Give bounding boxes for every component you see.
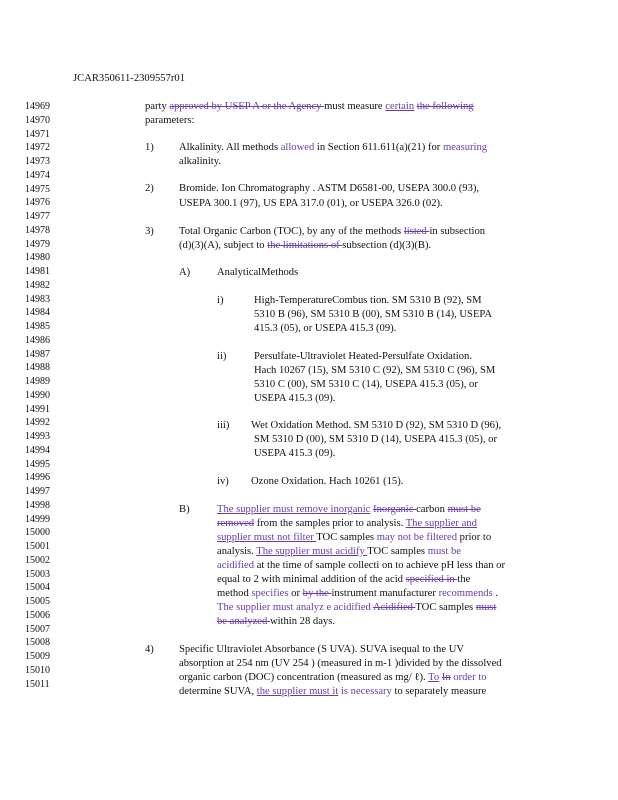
text-line <box>217 603 496 614</box>
revised-text: acidified <box>217 560 255 571</box>
text-line <box>179 659 502 670</box>
text-line <box>179 157 221 168</box>
deleted-text: must <box>475 602 497 613</box>
text-run: (d)(3)(A), subject to <box>179 240 268 251</box>
text-line <box>251 477 403 488</box>
text-line <box>145 102 474 113</box>
text-line <box>254 380 478 391</box>
line-number: 14970 <box>25 114 50 126</box>
line-number: 14997 <box>25 486 50 497</box>
revised-text: allowed <box>280 142 315 153</box>
text-run: absorption at 254 nm (UV 254 ) (measured in m-1 )divided by the dissolved <box>179 658 502 669</box>
item-label: A) <box>179 267 191 278</box>
text-line <box>217 505 481 516</box>
text-run: TOC samples <box>367 546 428 557</box>
text-run: must measure <box>324 101 386 112</box>
text-run: Hach 10267 (15), SM 5310 C (92), SM 5310 C (96), SM <box>254 365 496 376</box>
text-line <box>179 199 443 210</box>
text-run: subsection (d)(3)(B). <box>342 240 432 251</box>
text-run: Specific Ultraviolet Absorbance (S UVA). SUVA isequal to the UV <box>179 644 465 655</box>
text-line <box>254 296 482 307</box>
line-number: 14971 <box>25 128 50 140</box>
line-number: 14994 <box>25 444 50 456</box>
text-run: to separately measure <box>391 686 487 697</box>
deleted-text: Inorganic <box>373 504 417 515</box>
line-number: 14989 <box>25 376 50 387</box>
line-number: 15003 <box>25 568 50 580</box>
item-label: 1) <box>145 142 154 153</box>
line-number: 14999 <box>25 513 50 525</box>
item-label: 3) <box>145 226 154 237</box>
item-label: i) <box>217 295 224 306</box>
line-number: 15008 <box>25 637 50 649</box>
text-line <box>217 575 470 586</box>
text-run: equal to 2 with minimal addition of the acid <box>217 574 406 585</box>
line-number: 14984 <box>25 307 50 319</box>
line-number: 15002 <box>25 554 50 566</box>
inserted-text: supplier must not filter <box>217 532 317 543</box>
text-run: instrument manufacturer <box>331 588 439 599</box>
revised-text: may not be filtered <box>376 532 458 543</box>
text-line <box>179 184 479 195</box>
text-run: TOC samples <box>415 602 476 613</box>
text-line <box>217 268 298 279</box>
text-line <box>254 435 497 446</box>
text-run: at the time of sample collecti on to achieve pH less than or <box>254 560 505 571</box>
text-run: alkalinity. <box>179 156 221 167</box>
deleted-text: Acidified <box>372 602 416 613</box>
line-number: 14988 <box>25 362 50 374</box>
line-number: 14993 <box>25 431 50 442</box>
text-line <box>217 533 491 544</box>
text-line <box>251 421 501 432</box>
line-number: 14975 <box>25 183 50 195</box>
text-run: High-TemperatureCombus tion. SM 5310 B (92), SM <box>254 295 482 306</box>
text-run: the <box>457 574 471 585</box>
text-run: from the samples prior to analysis. <box>254 518 406 529</box>
text-run: organic carbon (DOC) concentration (measured as mg/ ℓ). <box>179 672 429 683</box>
line-number: 14991 <box>25 403 50 415</box>
text-run: USEPA 300.1 (97), US EPA 317.0 (01), or USEPA 326.0 (02). <box>179 198 443 209</box>
deleted-text: specified in <box>405 574 458 585</box>
line-number: 14986 <box>25 334 50 346</box>
inserted-text: The supplier must acidify <box>256 546 368 557</box>
text-line <box>217 589 498 600</box>
line-number: 14977 <box>25 211 50 222</box>
text-run: Wet Oxidation Method. SM 5310 D (92), SM 5310 D (96), <box>251 420 502 431</box>
text-line <box>254 310 492 321</box>
inserted-text: The supplier and <box>405 518 477 529</box>
item-label: B) <box>179 504 190 515</box>
line-number: 15007 <box>25 623 50 635</box>
revised-text: must be <box>427 546 461 557</box>
text-line <box>179 143 487 154</box>
text-line <box>254 324 396 335</box>
text-run: AnalyticalMethods <box>217 267 299 278</box>
revised-text: The supplier must analyz e acidified <box>217 602 371 613</box>
item-label: 4) <box>145 644 154 655</box>
inserted-text: To <box>428 672 440 683</box>
line-number: 14983 <box>25 293 50 305</box>
deleted-text: approved by USEP A or the Agency <box>169 101 325 112</box>
text-run: Total Organic Carbon (TOC), by any of the methods <box>179 226 404 237</box>
item-label: iii) <box>217 420 230 431</box>
text-line <box>254 366 495 377</box>
text-run: method <box>217 588 252 599</box>
text-run: determine SUVA, <box>179 686 257 697</box>
line-number: 14996 <box>25 472 50 484</box>
line-number: 14992 <box>25 417 50 429</box>
text-run: . <box>492 588 498 599</box>
deleted-text: listed <box>403 226 430 237</box>
text-run: 415.3 (05), or USEPA 415.3 (09). <box>254 323 397 334</box>
line-number: 14979 <box>25 238 50 250</box>
text-line <box>179 687 486 698</box>
text-run: in Section 611.611(a)(21) for <box>314 142 443 153</box>
item-label: 2) <box>145 183 154 194</box>
item-label: ii) <box>217 351 227 362</box>
line-number: 14995 <box>25 458 50 470</box>
text-run: prior to <box>457 532 492 543</box>
line-number: 14981 <box>25 266 50 277</box>
text-line <box>145 116 194 127</box>
text-run: carbon <box>416 504 448 515</box>
document-id-header: JCAR350611-2309557r01 <box>73 73 186 84</box>
line-number: 15000 <box>25 527 50 539</box>
deleted-text: must be <box>447 504 481 515</box>
line-number: 15004 <box>25 582 50 594</box>
text-line <box>217 547 461 558</box>
text-run: 5310 C (00), SM 5310 C (14), USEPA 415.3 (05), or <box>254 379 478 390</box>
text-line <box>179 241 431 252</box>
revised-text: specifies <box>251 588 289 599</box>
text-line <box>179 227 485 238</box>
line-number: 15006 <box>25 609 50 621</box>
line-number: 15010 <box>25 664 50 676</box>
deleted-text: by the <box>302 588 332 599</box>
text-run: Alkalinity. All methods <box>179 142 281 153</box>
text-run: SM 5310 D (00), SM 5310 D (14), USEPA 415.3 (05), or <box>254 434 497 445</box>
line-number: 14969 <box>25 101 50 112</box>
line-number: 15005 <box>25 596 50 607</box>
text-run: party <box>145 101 170 112</box>
line-number: 14980 <box>25 252 50 264</box>
text-run: Persulfate-Ultraviolet Heated-Persulfate Oxidation. <box>254 351 472 362</box>
deleted-text: the following <box>416 101 474 112</box>
text-run: Bromide. Ion Chromatography . ASTM D6581-00, USEPA 300.0 (93), <box>179 183 480 194</box>
revised-text: order to <box>453 672 487 683</box>
line-number: 14973 <box>25 156 50 167</box>
line-number: 14976 <box>25 197 50 209</box>
revised-text: is necessary <box>340 686 392 697</box>
line-number: 14987 <box>25 348 50 360</box>
text-run: within 28 days. <box>269 616 335 627</box>
line-number: 14998 <box>25 499 50 511</box>
line-number: 14990 <box>25 389 50 401</box>
line-number: 14982 <box>25 279 50 291</box>
inserted-text: The supplier must remove inorganic <box>217 504 371 515</box>
text-line <box>254 449 335 460</box>
text-line <box>254 394 335 405</box>
text-run: in subsection <box>429 226 486 237</box>
text-line <box>217 561 505 572</box>
line-number: 15011 <box>25 678 50 690</box>
text-line <box>179 645 464 656</box>
item-label: iv) <box>217 476 229 487</box>
deleted-text: removed <box>217 518 255 529</box>
deleted-text: In <box>441 672 451 683</box>
revised-text: measuring <box>442 142 488 153</box>
text-run: or <box>288 588 303 599</box>
line-number: 14985 <box>25 321 50 332</box>
revised-text: recommends <box>438 588 493 599</box>
text-run: USEPA 415.3 (09). <box>254 393 336 404</box>
text-run: USEPA 415.3 (09). <box>254 448 336 459</box>
line-number: 14978 <box>25 224 50 236</box>
text-line <box>254 352 472 363</box>
line-number: 15009 <box>25 651 50 662</box>
line-number: 15001 <box>25 541 50 552</box>
text-line <box>179 673 487 684</box>
deleted-text: the limitations of <box>267 240 343 251</box>
text-run: analysis. <box>217 546 257 557</box>
inserted-text: the supplier must it <box>256 686 339 697</box>
text-line <box>217 617 335 628</box>
text-run: TOC samples <box>316 532 377 543</box>
text-run: Ozone Oxidation. Hach 10261 (15). <box>251 476 404 487</box>
deleted-text: be analyzed <box>217 616 270 627</box>
text-run: parameters: <box>145 115 195 126</box>
line-number: 14974 <box>25 169 50 181</box>
text-run: 5310 B (96), SM 5310 B (00), SM 5310 B (14), USEPA <box>254 309 492 320</box>
text-line <box>217 519 477 530</box>
line-number: 14972 <box>25 142 50 154</box>
inserted-text: certain <box>385 101 415 112</box>
